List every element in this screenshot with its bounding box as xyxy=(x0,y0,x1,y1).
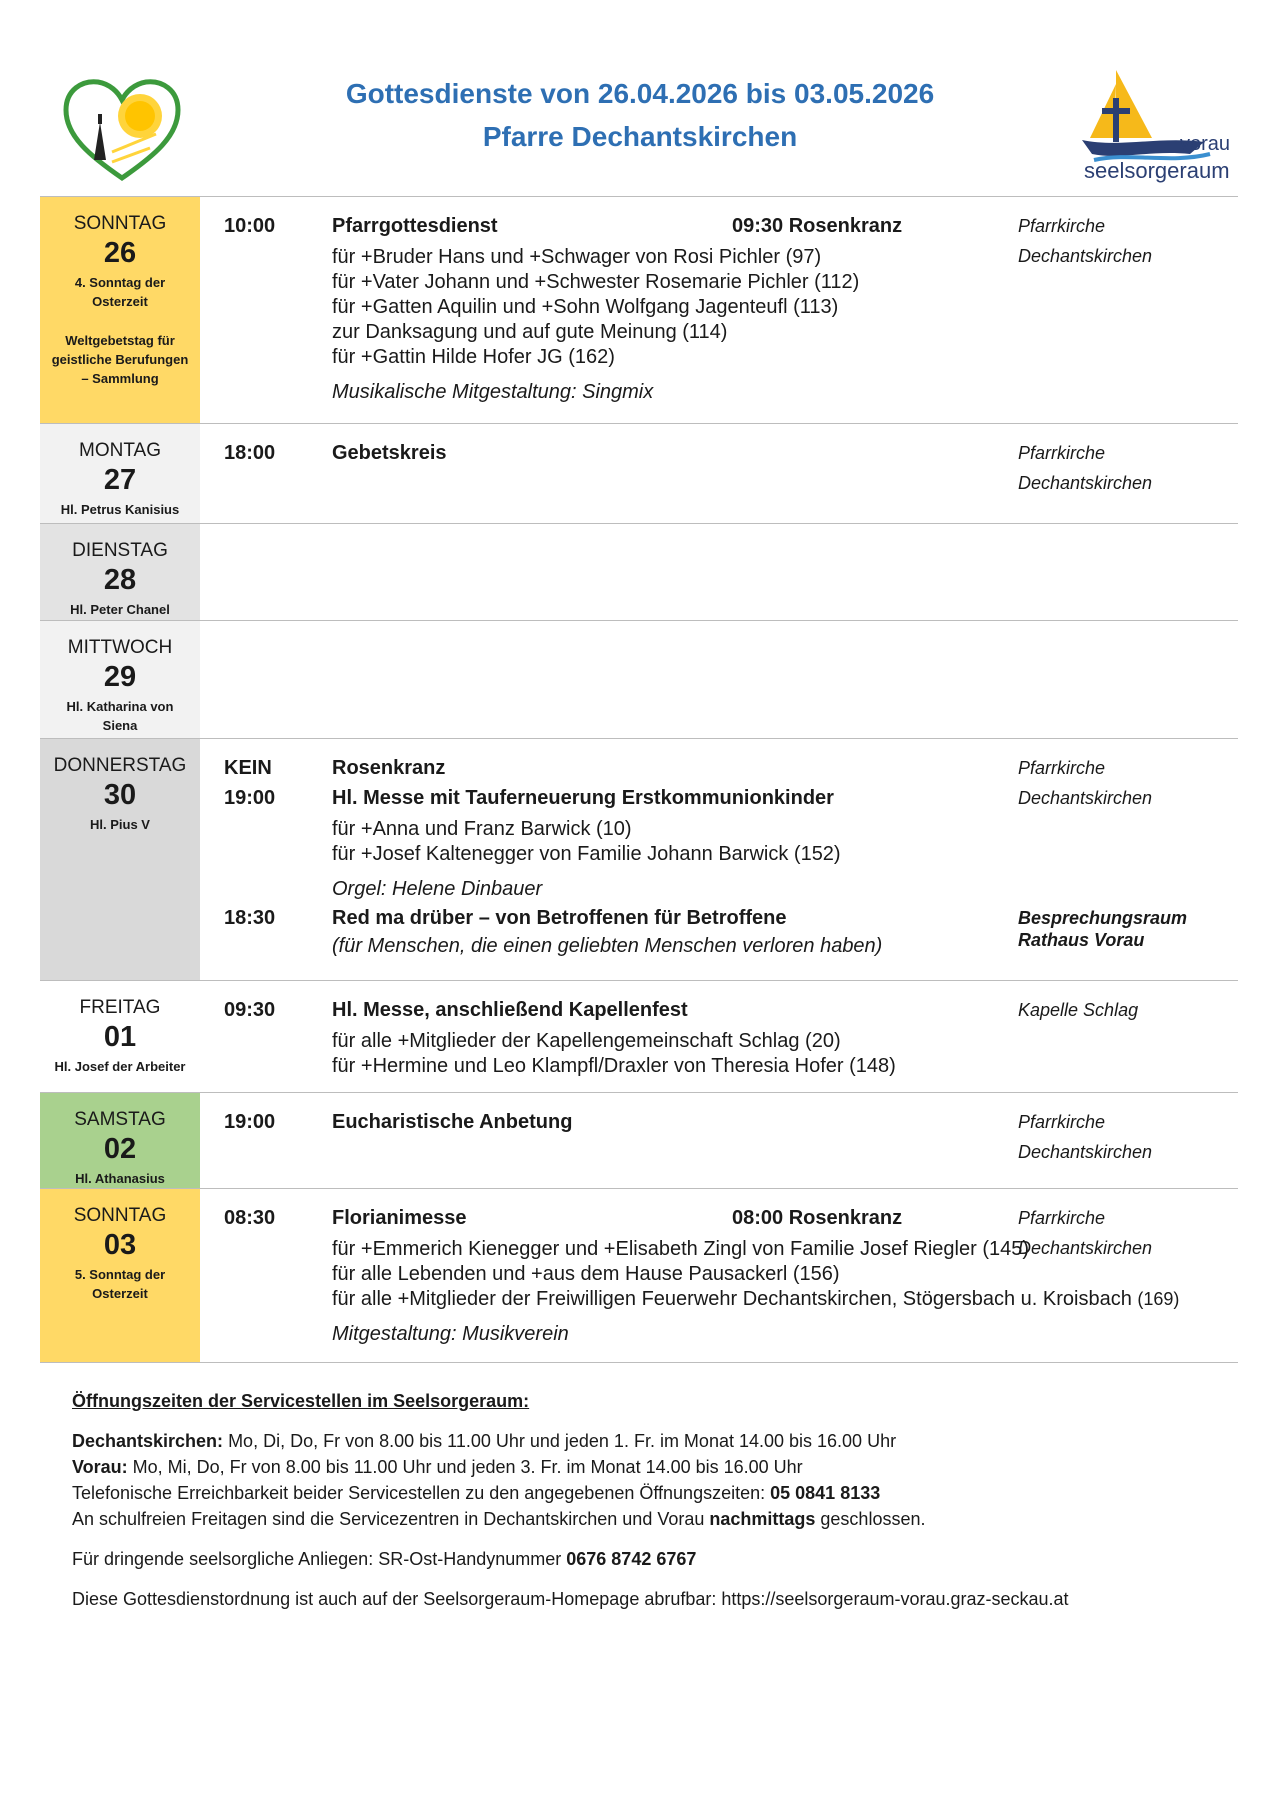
day-number: 03 xyxy=(103,1229,137,1261)
day-cell xyxy=(40,197,200,423)
logo-text-vorau: vorau xyxy=(1180,133,1231,155)
day-cell xyxy=(40,739,200,980)
day-content xyxy=(200,197,1238,418)
day-row-mittwoch-29 xyxy=(40,621,1238,739)
day-cell xyxy=(40,1189,200,1362)
intention-number: (169) xyxy=(1137,1289,1180,1309)
intention-text: für alle +Mitglieder der Freiwilligen Feuerwehr Dechantskirchen, Stögersbach u. Kroisbach xyxy=(332,1288,1132,1310)
day-content xyxy=(200,621,1238,717)
service-subtitle: (für Menschen, die einen geliebten Menschen verloren haben) xyxy=(332,935,883,957)
phone-number: 05 0841 8133 xyxy=(770,1483,881,1503)
intention-item: für +Hermine und Leo Klampfl/Draxler von Theresia Hofer (148) xyxy=(332,1055,896,1077)
day-note: 4. Sonntag der Osterzeit xyxy=(74,275,166,309)
day-name: SONNTAG xyxy=(73,1205,167,1226)
day-note: 5. Sonntag der Osterzeit xyxy=(74,1267,166,1301)
intention-item: für +Anna und Franz Barwick (10) xyxy=(332,818,632,840)
day-name: MONTAG xyxy=(79,440,161,461)
day-name: MITTWOCH xyxy=(67,637,173,658)
day-number: 28 xyxy=(103,564,137,596)
service-location: Pfarrkirche Dechantskirchen xyxy=(1018,443,1153,493)
service-title: Gebetskreis xyxy=(332,442,447,464)
service-title: Red ma drüber – von Betroffenen für Betroffene xyxy=(332,907,787,929)
intention-item xyxy=(332,1287,1238,1312)
service-title: Hl. Messe mit Tauferneuerung Erstkommunionkinder xyxy=(332,787,834,809)
title-line-parish: Pfarre Dechantskirchen xyxy=(482,121,798,152)
homepage-line: Diese Gottesdienstordnung ist auch auf der Seelsorgeraum-Homepage abrufbar: https://seelsorgeraum-vorau.graz-seckau.at xyxy=(72,1589,1069,1609)
intention-item: zur Danksagung und auf gute Meinung (114) xyxy=(332,321,728,343)
hours-text: Mo, Di, Do, Fr von 8.00 bis 11.00 Uhr und jeden 1. Fr. im Monat 14.00 bis 16.00 Uhr xyxy=(223,1431,897,1451)
service-time: 18:30 xyxy=(224,907,276,929)
service-title: Pfarrgottesdienst xyxy=(332,215,498,237)
day-name: DONNERSTAG xyxy=(53,755,187,776)
closed-bold: nachmittags xyxy=(709,1509,816,1529)
day-name: SONNTAG xyxy=(73,213,167,234)
schedule-table xyxy=(40,196,1238,1363)
closed-line xyxy=(72,1506,1222,1532)
day-number: 26 xyxy=(103,237,137,269)
day-note: Hl. Athanasius xyxy=(75,1171,165,1186)
day-row-dienstag-28 xyxy=(40,524,1238,621)
service-location: Kapelle Schlag xyxy=(1018,1000,1139,1020)
day-content xyxy=(200,424,1238,520)
page-title xyxy=(280,72,1000,158)
day-cell xyxy=(40,981,200,1092)
service-time: KEIN xyxy=(224,757,272,779)
service-line xyxy=(200,783,1238,813)
service-line xyxy=(200,1107,1238,1162)
urgent-number: 0676 8742 6767 xyxy=(566,1549,697,1569)
day-number: 29 xyxy=(103,661,137,693)
urgent-line xyxy=(72,1546,1222,1572)
day-name: FREITAG xyxy=(79,997,161,1018)
day-note: Hl. Pius V xyxy=(90,817,150,832)
parish-heart-logo xyxy=(60,74,184,182)
closed-text: geschlossen. xyxy=(815,1509,926,1529)
day-content xyxy=(200,524,1238,620)
intentions-list xyxy=(332,817,1238,867)
service-time: 10:00 xyxy=(224,215,276,237)
title-line-dates: Gottesdienste von 26.04.2026 bis 03.05.2026 xyxy=(345,78,935,109)
intention-item: für +Gattin Hilde Hofer JG (162) xyxy=(332,346,615,368)
service-location: Pfarrkirche Dechantskirchen xyxy=(1018,1112,1153,1162)
rosary-time: 09:30 Rosenkranz xyxy=(732,215,903,237)
day-cell xyxy=(40,524,200,620)
footer-hours-block xyxy=(72,1428,1222,1532)
intention-item: für +Emmerich Kienegger und +Elisabeth Zingl von Familie Josef Riegler (145) xyxy=(332,1238,1030,1260)
day-note: Hl. Katharina von Siena xyxy=(66,699,174,733)
day-note: Hl. Josef der Arbeiter xyxy=(54,1059,186,1074)
day-row-montag-27 xyxy=(40,424,1238,524)
intention-item: für +Bruder Hans und +Schwager von Rosi Pichler (97) xyxy=(332,246,822,268)
service-location: Pfarrkirche Dechantskirchen xyxy=(1018,1208,1153,1258)
day-row-donnerstag-30 xyxy=(40,739,1238,981)
location-line: Rathaus Vorau xyxy=(1018,930,1145,950)
closed-text: An schulfreien Freitagen sind die Servicezentren in Dechantskirchen und Vorau xyxy=(72,1509,710,1529)
day-number: 30 xyxy=(103,779,137,811)
day-number: 27 xyxy=(103,464,137,496)
logo-text-seelsorgeraum: seelsorgeraum xyxy=(1084,158,1230,183)
urgent-text: Für dringende seelsorgliche Anliegen: SR-Ost-Handynummer xyxy=(72,1549,567,1569)
day-number: 01 xyxy=(103,1021,137,1053)
music-note: Musikalische Mitgestaltung: Singmix xyxy=(332,381,654,403)
day-note: Hl. Petrus Kanisius xyxy=(60,502,180,517)
day-row-sonntag-26 xyxy=(40,197,1238,424)
service-location: Pfarrkirche Dechantskirchen xyxy=(1018,758,1153,808)
day-cell xyxy=(40,621,200,738)
service-title: Eucharistische Anbetung xyxy=(332,1111,573,1133)
organ-note: Orgel: Helene Dinbauer xyxy=(332,878,543,900)
day-row-sonntag-03 xyxy=(40,1189,1238,1363)
day-content xyxy=(200,981,1238,1091)
service-title: Rosenkranz xyxy=(332,757,446,779)
service-title: Florianimesse xyxy=(332,1207,467,1229)
service-line xyxy=(200,438,1238,493)
hours-text: Mo, Mi, Do, Fr von 8.00 bis 11.00 Uhr und jeden 3. Fr. im Monat 14.00 bis 16.00 Uhr xyxy=(127,1457,803,1477)
service-location xyxy=(1018,907,1187,951)
page-header xyxy=(0,0,1278,196)
day-number: 02 xyxy=(103,1133,137,1165)
day-content xyxy=(200,1189,1238,1360)
service-time: 19:00 xyxy=(224,787,276,809)
day-content xyxy=(200,739,1238,971)
hours-label: Vorau: xyxy=(72,1457,128,1477)
intention-item: für alle +Mitglieder der Kapellengemeinschaft Schlag (20) xyxy=(332,1030,841,1052)
intention-item: für +Gatten Aquilin und +Sohn Wolfgang Jagenteufl (113) xyxy=(332,296,839,318)
footer-heading: Öffnungszeiten der Servicestellen im Seelsorgeraum: xyxy=(72,1391,530,1411)
service-hours-footer xyxy=(72,1388,1222,1626)
phone-line xyxy=(72,1480,1222,1506)
service-time: 09:30 xyxy=(224,999,276,1021)
intention-item: für alle Lebenden und +aus dem Hause Pausackerl (156) xyxy=(332,1263,840,1285)
music-note: Mitgestaltung: Musikverein xyxy=(332,1323,569,1345)
service-title: Hl. Messe, anschließend Kapellenfest xyxy=(332,999,688,1021)
day-content xyxy=(200,1093,1238,1189)
intention-item: für +Josef Kaltenegger von Familie Johann Barwick (152) xyxy=(332,843,841,865)
day-row-samstag-02 xyxy=(40,1093,1238,1189)
seelsorgeraum-vorau-logo xyxy=(1080,68,1240,186)
hours-dechantskirchen xyxy=(72,1428,1222,1454)
day-row-freitag-01 xyxy=(40,981,1238,1093)
day-cell xyxy=(40,1093,200,1188)
intention-item: für +Vater Johann und +Schwester Rosemarie Pichler (112) xyxy=(332,271,860,293)
intentions-list xyxy=(332,1029,1238,1079)
hours-label: Dechantskirchen: xyxy=(72,1431,224,1451)
hours-vorau xyxy=(72,1454,1222,1480)
service-time: 18:00 xyxy=(224,442,276,464)
day-name: SAMSTAG xyxy=(74,1109,166,1130)
service-time: 19:00 xyxy=(224,1111,276,1133)
day-note: Weltgebetstag für geistliche Berufungen – Sammlung xyxy=(51,333,189,386)
day-name: DIENSTAG xyxy=(72,540,168,561)
service-line xyxy=(200,995,1238,1025)
service-time: 08:30 xyxy=(224,1207,276,1229)
rosary-time: 08:00 Rosenkranz xyxy=(732,1207,903,1229)
service-location: Pfarrkirche Dechantskirchen xyxy=(1018,216,1153,266)
phone-text: Telefonische Erreichbarkeit beider Servicestellen zu den angegebenen Öffnungszeiten: xyxy=(72,1483,771,1503)
location-line: Besprechungsraum xyxy=(1018,908,1188,928)
day-note: Hl. Peter Chanel xyxy=(70,602,170,617)
day-cell xyxy=(40,424,200,523)
